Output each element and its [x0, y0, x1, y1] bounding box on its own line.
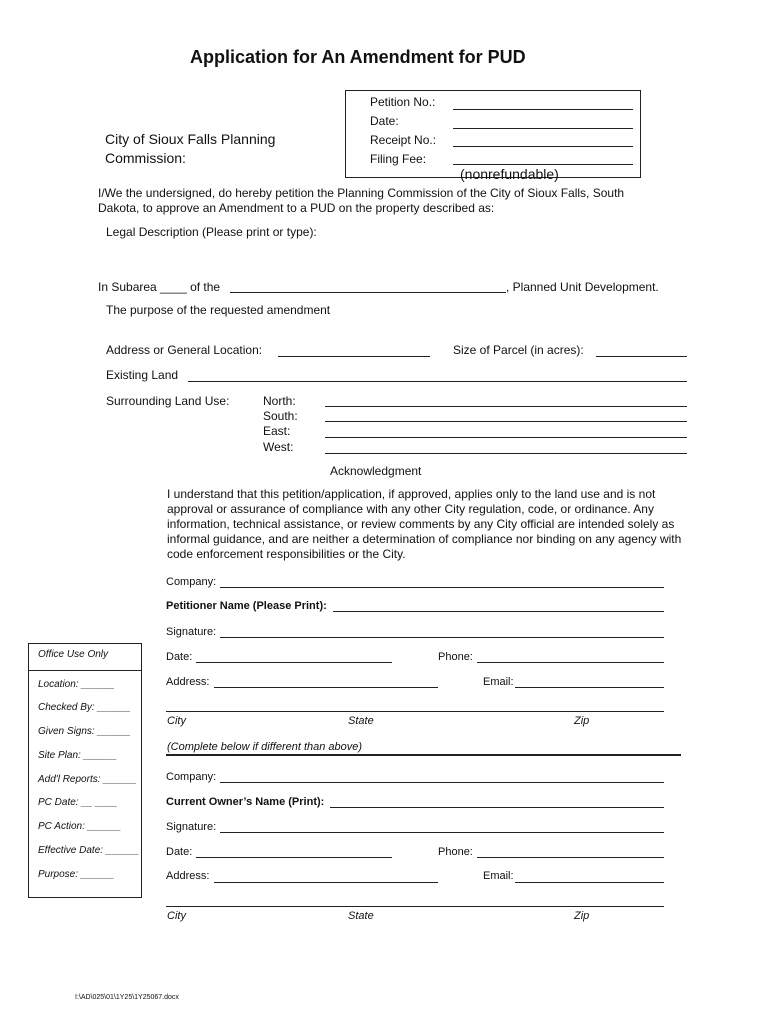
purpose-label: The purpose of the requested amendment [106, 303, 331, 317]
receipt-no-label: Receipt No.: [370, 133, 437, 147]
office-use-item: PC Action: ______ [38, 821, 122, 832]
south-field[interactable] [325, 421, 687, 422]
owner-city-label: City [167, 910, 186, 922]
owner-company-field[interactable] [220, 782, 664, 783]
petitioner-company-label: Company: [166, 576, 217, 588]
owner-address-label: Address: [166, 870, 210, 882]
owner-date-label: Date: [166, 846, 193, 858]
pud-name-field[interactable] [230, 292, 506, 293]
existing-land-label: Existing Land [106, 368, 179, 382]
east-field[interactable] [325, 437, 687, 438]
petitioner-name-field[interactable] [333, 611, 664, 612]
acknowledgment-text: I understand that this petition/application, if approved, applies only to the land use and is not approval or assurance of compliance with any other City regulation, code, or ordinance. Any information, technical assistance, or review comments by any City official are intended solely as informal guidance, and are neither a determination of compliance nor binding on any agency with code enforcement responsibilities or the City. [167, 487, 682, 561]
west-label: West: [263, 440, 294, 454]
owner-date-field[interactable] [196, 857, 392, 858]
office-use-item: Checked By: ______ [38, 702, 131, 713]
owner-email-label: Email: [483, 870, 514, 882]
owner-company-label: Company: [166, 771, 217, 783]
north-label: North: [263, 394, 296, 408]
nonrefundable-note: (nonrefundable) [460, 166, 559, 182]
petitioner-phone-field[interactable] [477, 662, 664, 663]
south-label: South: [263, 409, 298, 423]
owner-email-field[interactable] [515, 882, 664, 883]
legal-description-label: Legal Description (Please print or type): [106, 225, 317, 239]
subarea-label: In Subarea ____ of the [98, 280, 221, 294]
petitioner-phone-label: Phone: [438, 651, 473, 663]
west-field[interactable] [325, 453, 687, 454]
complete-below-note: (Complete below if different than above) [167, 741, 363, 753]
owner-signature-label: Signature: [166, 821, 217, 833]
office-use-item: Given Signs: ______ [38, 726, 131, 737]
office-use-item: Add'l Reports: ______ [38, 774, 137, 785]
owner-name-label: Current Owner’s Name (Print): [166, 796, 325, 808]
owner-phone-field[interactable] [477, 857, 664, 858]
petitioner-address-field[interactable] [214, 687, 438, 688]
office-use-item: PC Date: __ ____ [38, 797, 118, 808]
parcel-size-label: Size of Parcel (in acres): [453, 343, 584, 357]
owner-signature-field[interactable] [220, 832, 664, 833]
owner-state-label: State [348, 910, 374, 922]
office-use-item: Effective Date: ______ [38, 845, 140, 856]
petitioner-email-label: Email: [483, 676, 514, 688]
east-label: East: [263, 424, 291, 438]
date-field[interactable] [453, 128, 633, 129]
petitioner-address-label: Address: [166, 676, 210, 688]
office-use-item: Site Plan: ______ [38, 750, 117, 761]
petition-no-field[interactable] [453, 109, 633, 110]
date-label: Date: [370, 114, 399, 128]
owner-name-field[interactable] [330, 807, 664, 808]
petitioner-name-label: Petitioner Name (Please Print): [166, 600, 327, 612]
north-field[interactable] [325, 406, 687, 407]
address-location-field[interactable] [278, 356, 430, 357]
petitioner-company-field[interactable] [220, 587, 664, 588]
section-divider [166, 754, 681, 756]
petition-no-label: Petition No.: [370, 95, 436, 109]
address-location-label: Address or General Location: [106, 343, 263, 357]
owner-phone-label: Phone: [438, 846, 473, 858]
petitioner-signature-field[interactable] [220, 637, 664, 638]
filing-fee-label: Filing Fee: [370, 152, 427, 166]
office-use-item: Purpose: ______ [38, 869, 115, 880]
petitioner-state-label: State [348, 715, 374, 727]
commission-label: City of Sioux Falls Planning Commission: [105, 131, 276, 166]
petitioner-city-state-zip-field[interactable] [166, 711, 664, 712]
owner-address-field[interactable] [214, 882, 438, 883]
petitioner-email-field[interactable] [515, 687, 664, 688]
intro-text: I/We the undersigned, do hereby petition the Planning Commission of the City of Sioux Falls, South Dakota, to approve an Amendment to a PUD on the property described as: [98, 186, 625, 215]
surrounding-label: Surrounding Land Use: [106, 394, 230, 408]
petitioner-date-field[interactable] [196, 662, 392, 663]
owner-city-state-zip-field[interactable] [166, 906, 664, 907]
petitioner-city-label: City [167, 715, 186, 727]
footer-file-path: I:\AD\025\01\1Y25\1Y25067.docx [75, 994, 179, 1001]
office-use-item: Location: ______ [38, 679, 115, 690]
petitioner-date-label: Date: [166, 651, 193, 663]
office-use-divider [28, 670, 141, 671]
owner-zip-label: Zip [574, 910, 590, 922]
pud-suffix-label: , Planned Unit Development. [506, 280, 659, 294]
existing-land-field[interactable] [188, 381, 687, 382]
petitioner-signature-label: Signature: [166, 626, 217, 638]
office-use-heading: Office Use Only [38, 649, 109, 660]
acknowledgment-heading: Acknowledgment [330, 464, 422, 478]
parcel-size-field[interactable] [596, 356, 687, 357]
filing-fee-field[interactable] [453, 164, 633, 165]
receipt-no-field[interactable] [453, 146, 633, 147]
petitioner-zip-label: Zip [574, 715, 590, 727]
page-title: Application for An Amendment for PUD [190, 47, 526, 67]
